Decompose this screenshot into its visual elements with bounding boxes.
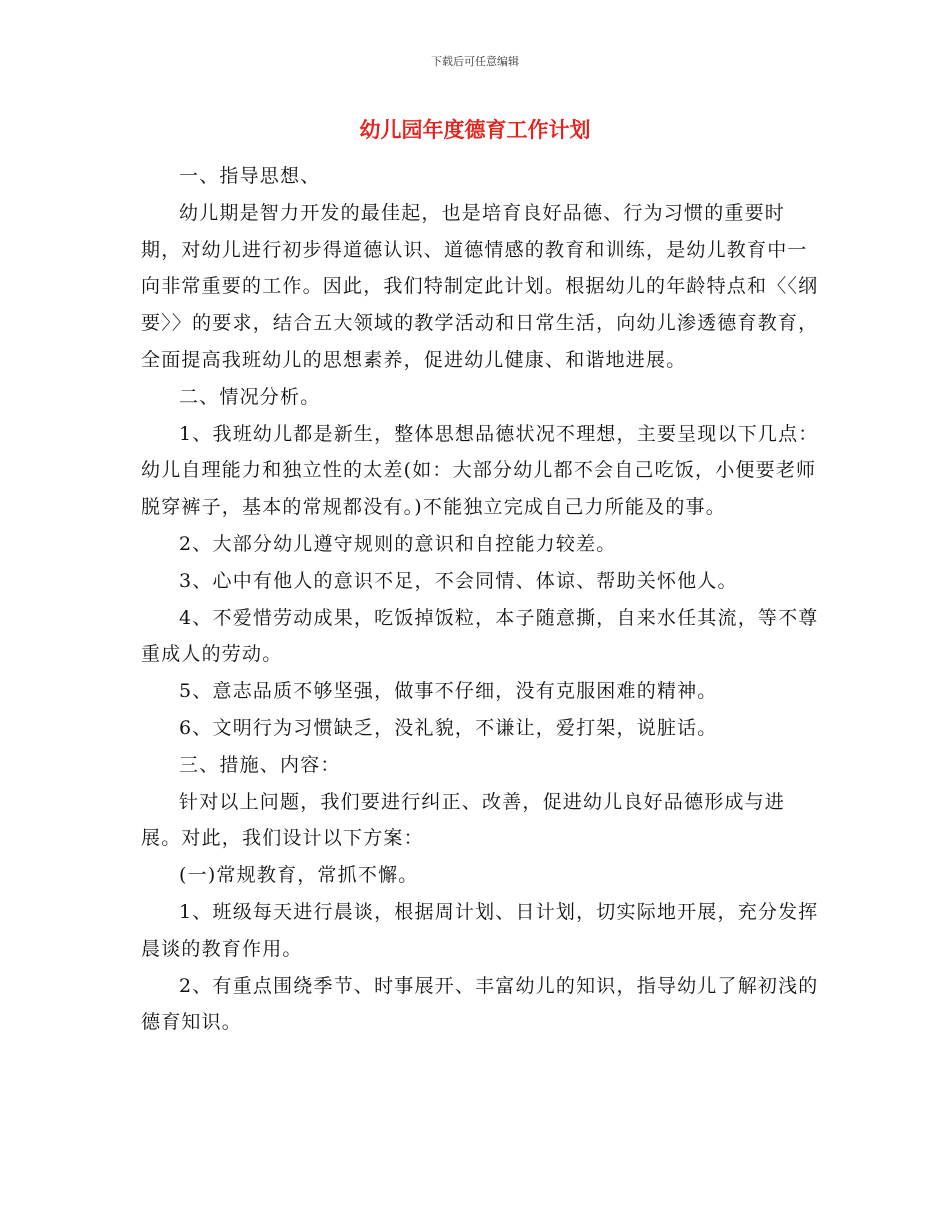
subsection-heading-routine-education: (一)常规教育，常抓不懈。 (179, 864, 419, 887)
page-header-note: 下载后可任意编辑 (431, 55, 519, 68)
paragraph-measures-intro: 针对以上问题，我们要进行纠正、改善，促进幼儿良好品德形成与进展。对此，我们设计以下方案： (141, 790, 786, 850)
list-item-measure-1: 1、班级每天进行晨谈，根据周计划、日计划，切实际地开展，充分发挥晨谈的教育作用。 (141, 900, 819, 960)
section-heading-guiding-thought: 一、指导思想、 (179, 165, 321, 187)
section-heading-measures: 三、措施、内容： (179, 753, 341, 776)
document-title: 幼儿园年度德育工作计划 (359, 118, 591, 142)
list-item-situation-1: 1、我班幼儿都是新生，整体思想品德状况不理想，主要呈现以下几点：幼儿自理能力和独立性的太差(如：大部分幼儿都不会自己吃饭，小便要老师脱穿裤子，基本的常规都没有。)不能独立完成自己力所能及的事。 (141, 422, 819, 519)
document-body (141, 158, 821, 1041)
list-item-situation-6: 6、文明行为习惯缺乏，没礼貌，不谦让，爱打架，说脏话。 (179, 716, 718, 739)
list-item-situation-2: 2、大部分幼儿遵守规则的意识和自控能力较差。 (179, 532, 617, 555)
list-item-situation-3: 3、心中有他人的意识不足，不会同情、体谅、帮助关怀他人。 (179, 569, 738, 592)
paragraph-guiding-thought: 幼儿期是智力开发的最佳起，也是培育良好品德、行为习惯的重要时期，对幼儿进行初步得道德认识、道德情感的教育和训练，是幼儿教育中一向非常重要的工作。因此，我们特制定此计划。根据幼儿的年龄特点和〈〈纲要〉〉的要求，结合五大领域的教学活动和日常生活，向幼儿渗透德育教育，全面提高我班幼儿的思想素养，促进幼儿健康、和谐地进展。 (141, 201, 819, 371)
list-item-measure-2: 2、有重点围绕季节、时事展开、丰富幼儿的知识，指导幼儿了解初浅的德育知识。 (141, 974, 819, 1034)
list-item-situation-4: 4、不爱惜劳动成果，吃饭掉饭粒，本子随意撕，自来水任其流，等不尊重成人的劳动。 (141, 606, 819, 666)
section-heading-situation-analysis: 二、情况分析。 (179, 385, 321, 408)
list-item-situation-5: 5、意志品质不够坚强，做事不仔细，没有克服困难的精神。 (179, 680, 718, 703)
